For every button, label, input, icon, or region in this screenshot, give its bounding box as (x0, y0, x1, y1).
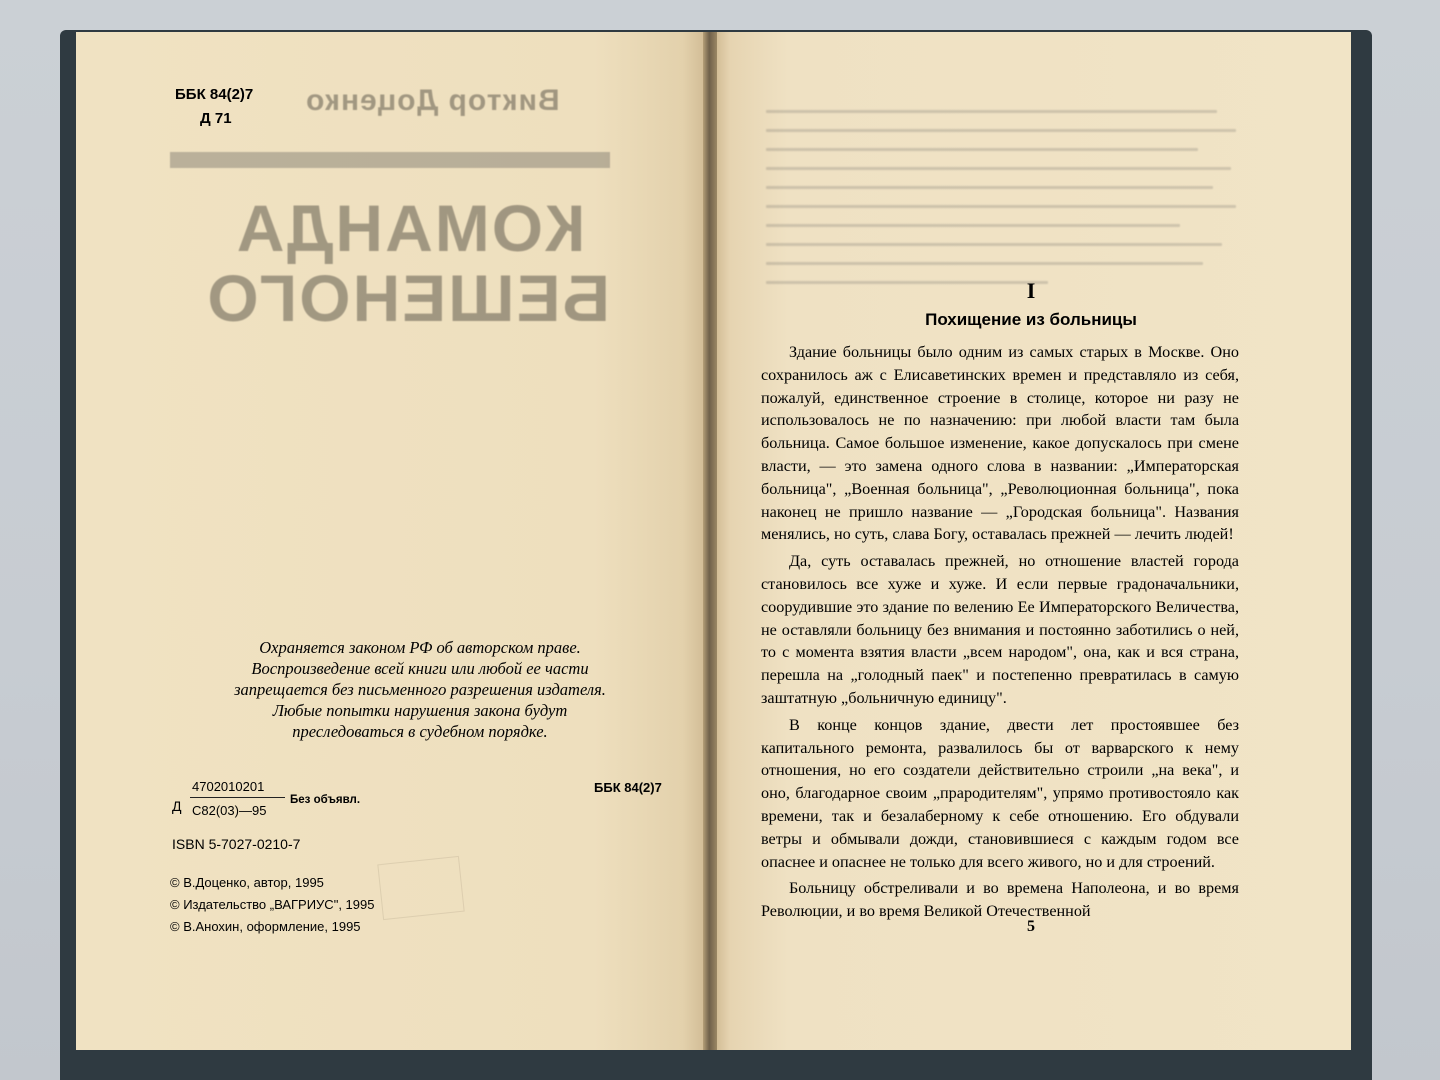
copyright-line: преследоваться в судебном порядке. (292, 722, 548, 741)
catalog-note: Без объявл. (290, 794, 361, 806)
catalog-denominator: С82(03)—95 (192, 803, 267, 818)
catalog-fraction-line (190, 797, 285, 798)
paragraph: В конце концов здание, двести лет простоявшее без капитального ремонта, развалилось бы от варварского к нему отношения, но его создатели действительно строили „на века", и оно, благодарное своим „прародителям", упрямо противостояло как времени, так и безалаберному к себе отношению. Его обдували ветры и обмывали дожди, становившиеся с каждым годом все опаснее и опаснее не только для всего живого, но и для строений. (761, 715, 1239, 871)
credit-line: © В.Анохин, оформление, 1995 (170, 919, 361, 934)
credit-line: © В.Доценко, автор, 1995 (170, 875, 324, 890)
catalog-letter: Д (172, 798, 182, 814)
copyright-line: запрещается без письменного разрешения издателя. (234, 680, 606, 699)
paragraph: Здание больницы было одним из самых старых в Москве. Оно сохранилось аж с Елисаветинских времен и представляло из себя, пожалуй, единственное строение в столице, которое ни разу не использовалось не по назначению: при любой власти там была больница. Самое большое изменение, какое допускалось при смене власти, — это замена одного слова в названии: „Императорская больница", „Военная больница", „Революционная больница", пока наконец не пришло название — „Городская больница". Названия менялись, но суть, слава Богу, оставалась прежней — лечить людей! (761, 343, 1239, 544)
credit-line: © Издательство „ВАГРИУС", 1995 (170, 897, 375, 912)
credits (170, 872, 374, 938)
right-page-content (711, 0, 1351, 1080)
copyright-line: Охраняется законом РФ об авторском праве. (259, 638, 581, 657)
stamp-ghost (377, 856, 464, 920)
copyright-line: Воспроизведение всей книги или любой ее части (251, 659, 589, 678)
showthrough-title-line-2: БЕШЕНОГО (205, 261, 610, 335)
page-number: 5 (1027, 918, 1035, 935)
copyright-line: Любые попытки нарушения закона будут (272, 701, 568, 720)
paragraph: Больницу обстреливали и во времена Наполеона, и во время Революции, и во время Великой Отечественной (761, 879, 1239, 921)
showthrough-title-line-1: КОМАНДА (234, 191, 586, 265)
body-text (761, 341, 1239, 927)
catalog-bbk: ББК 84(2)7 (594, 780, 662, 795)
chapter-title: Похищение из больницы (925, 310, 1137, 329)
showthrough-rule (170, 152, 610, 168)
bbk-classification: ББК 84(2)7 (175, 86, 254, 103)
showthrough-author: Виктор Доценко (305, 84, 560, 117)
copyright-notice (200, 637, 640, 742)
cover-showthrough (170, 80, 610, 340)
author-mark: Д 71 (200, 110, 232, 127)
catalog-numerator: 4702010201 (192, 779, 265, 794)
paragraph: Да, суть оставалась прежней, но отношение властей города становилось все хуже и хуже. И если первые градоначальники, соорудившие это здание по велению Ее Императорского Величества, не оставляли больницу без внимания и постоянно заботились о ней, то с момента взятия власти „всем народом", она, как и вся страна, перешла на „голодный паек" и постепенно превратилась в самую заштатную „больничную единицу". (761, 552, 1239, 707)
isbn: ISBN 5-7027-0210-7 (172, 836, 301, 852)
chapter-number: I (1026, 278, 1036, 303)
